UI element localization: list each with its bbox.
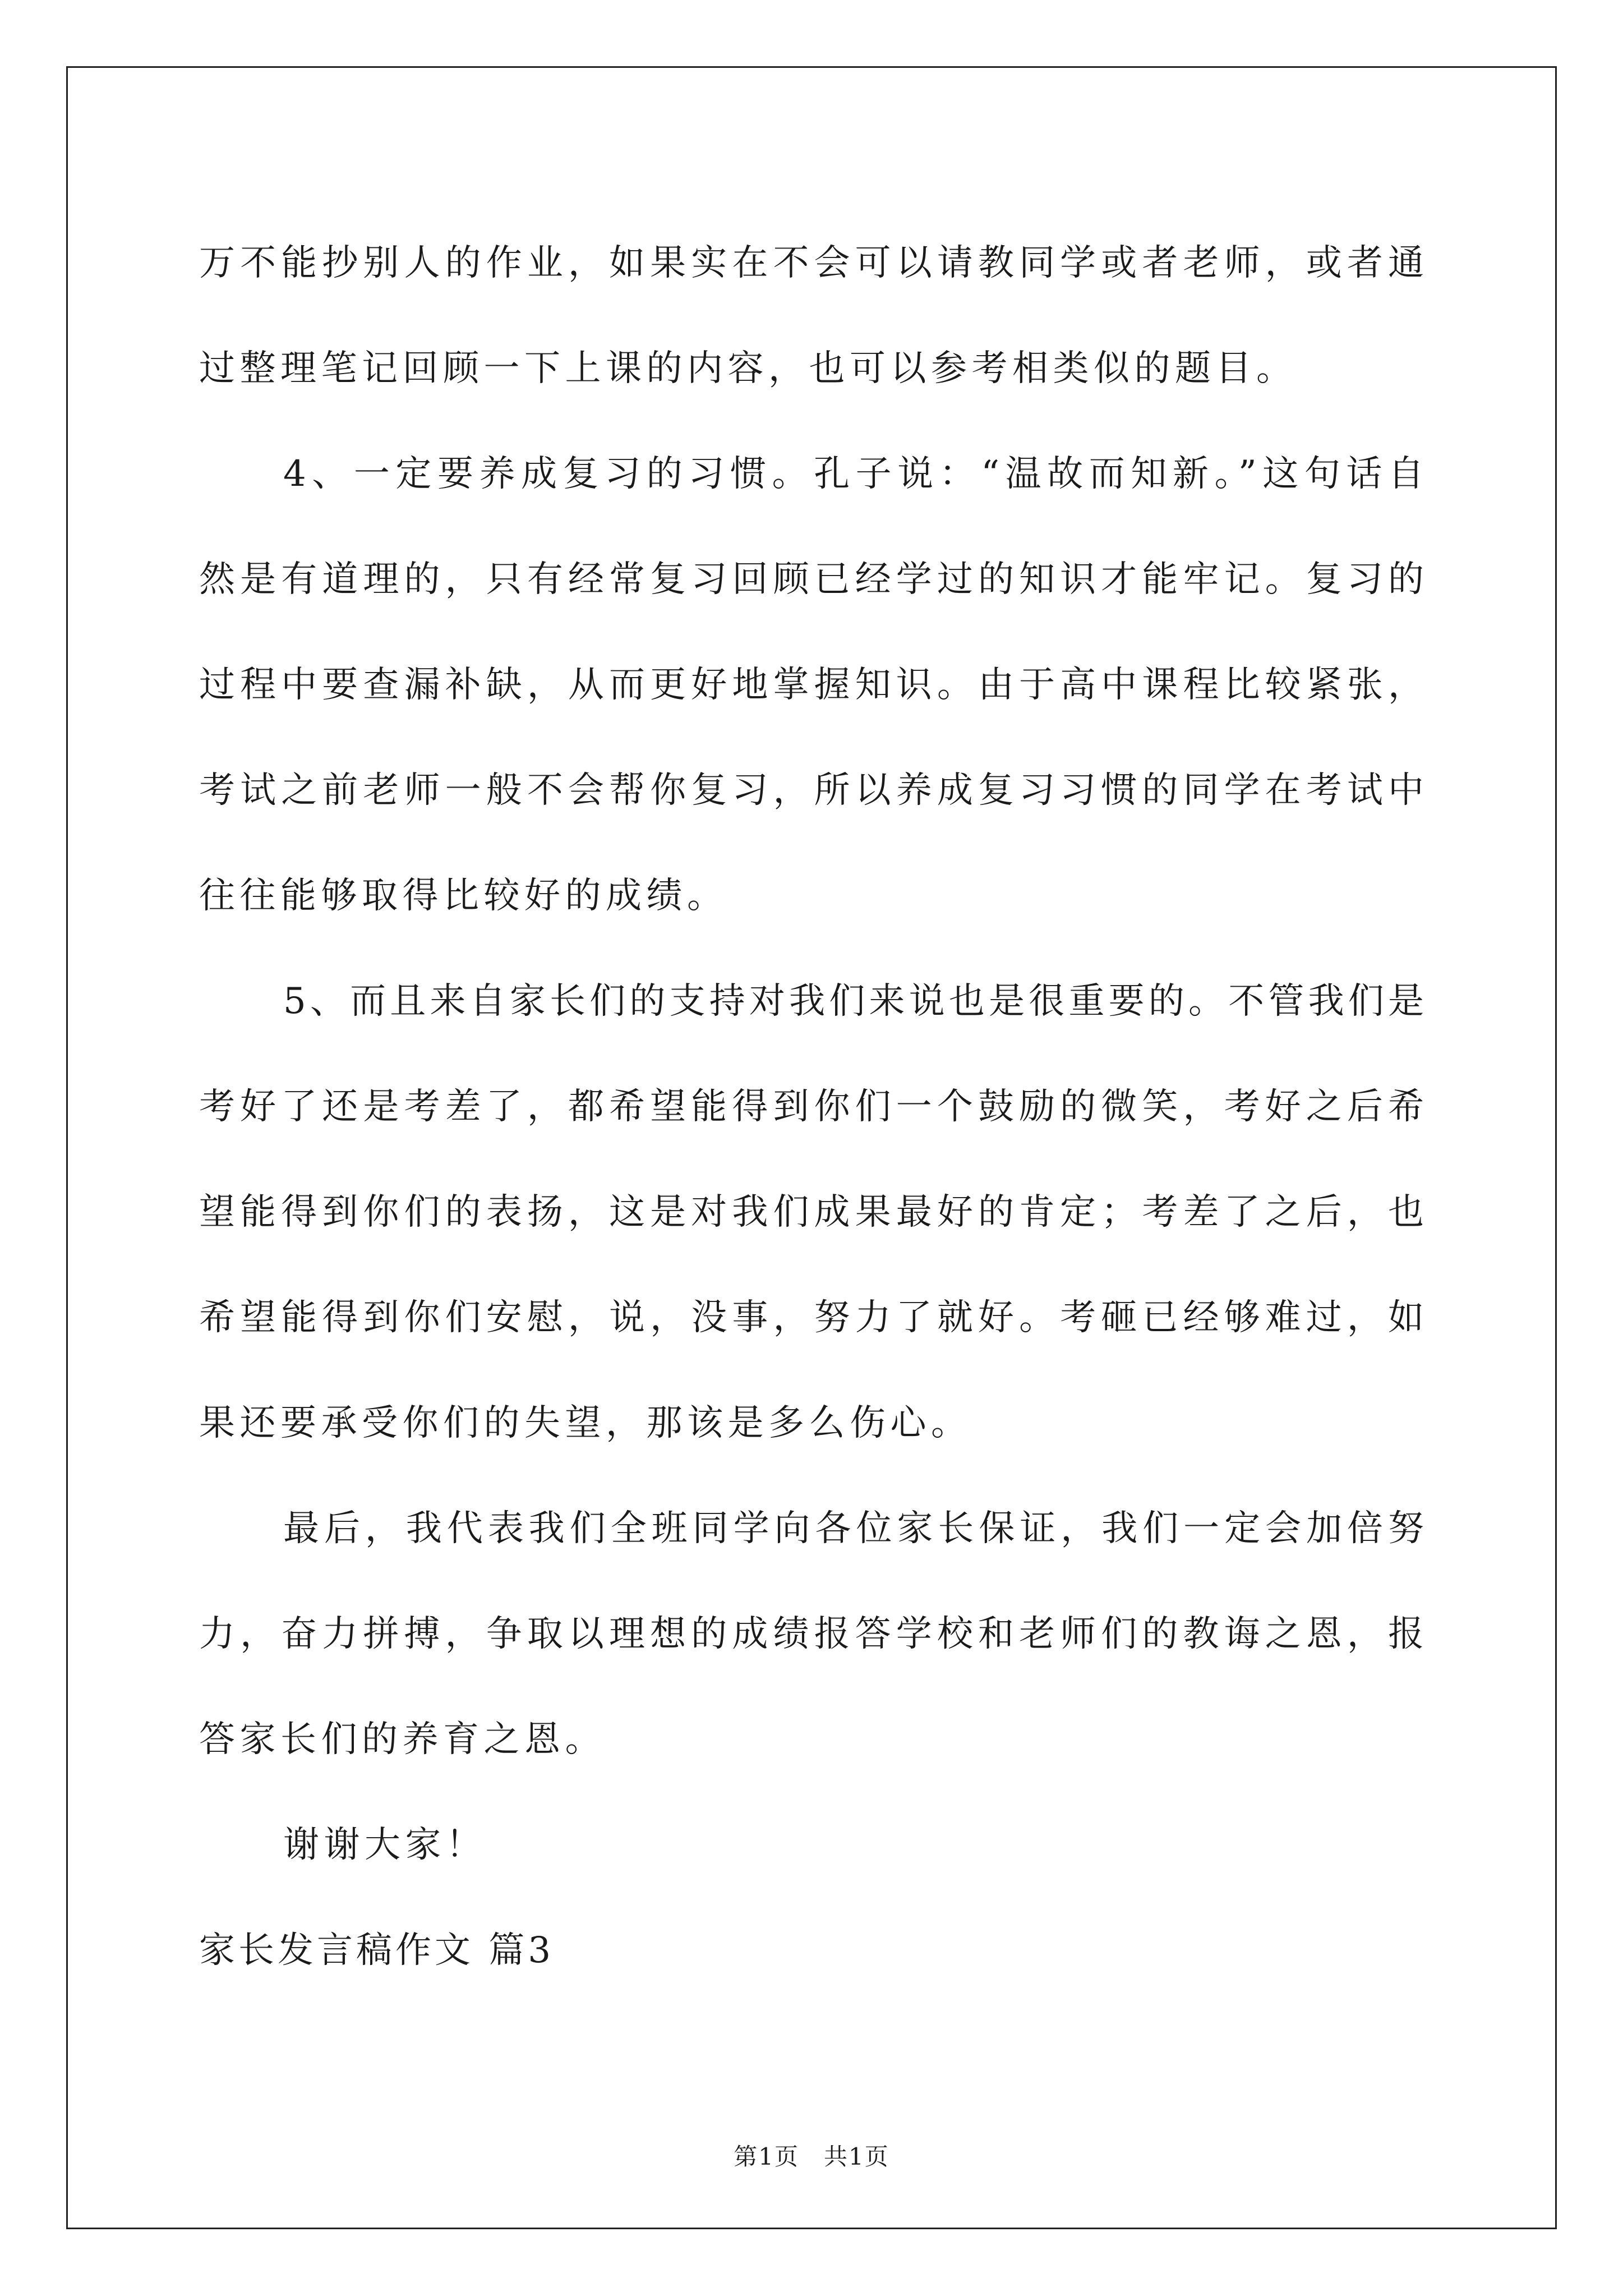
body-line-6: 考试之前老师一般不会帮你复习，所以养成复习习惯的同学在考试中: [199, 770, 1424, 811]
body-line-12: 果还要承受你们的失望，那该是多么伤心。: [199, 1402, 972, 1444]
body-line-9: 考好了还是考差了，都希望能得到你们一个鼓励的微笑，考好之后希: [199, 1086, 1424, 1128]
body-line-16: 谢谢大家！: [283, 1824, 487, 1866]
body-line-8: 5、而且来自家长们的支持对我们来说也是很重要的。不管我们是: [283, 981, 1424, 1022]
body-line-2: 过整理笔记回顾一下上课的内容，也可以参考相类似的题目。: [199, 348, 1297, 389]
body-line-7: 往往能够取得比较好的成绩。: [199, 875, 728, 917]
body-line-10: 望能得到你们的表扬，这是对我们成果最好的肯定；考差了之后，也: [199, 1191, 1424, 1233]
body-line-14: 力，奋力拼搏，争取以理想的成绩报答学校和老师们的教诲之恩，报: [199, 1613, 1424, 1655]
body-line-1: 万不能抄别人的作业，如果实在不会可以请教同学或者老师，或者通: [199, 242, 1424, 284]
document-body: [199, 210, 1424, 2003]
section-heading: 家长发言稿作文 篇3: [199, 1930, 555, 1971]
body-line-15: 答家长们的养育之恩。: [199, 1719, 606, 1760]
page-footer: 第1页 共1页: [734, 2143, 889, 2170]
body-line-3: 4、一定要养成复习的习惯。孔子说：“温故而知新。”这句话自: [283, 453, 1424, 495]
body-line-13: 最后，我代表我们全班同学向各位家长保证，我们一定会加倍努: [283, 1508, 1424, 1549]
body-line-4: 然是有道理的，只有经常复习回顾已经学过的知识才能牢记。复习的: [199, 559, 1424, 600]
body-line-11: 希望能得到你们安慰，说，没事，努力了就好。考砸已经够难过，如: [199, 1297, 1424, 1338]
body-line-5: 过程中要查漏补缺，从而更好地掌握知识。由于高中课程比较紧张，: [199, 664, 1424, 706]
